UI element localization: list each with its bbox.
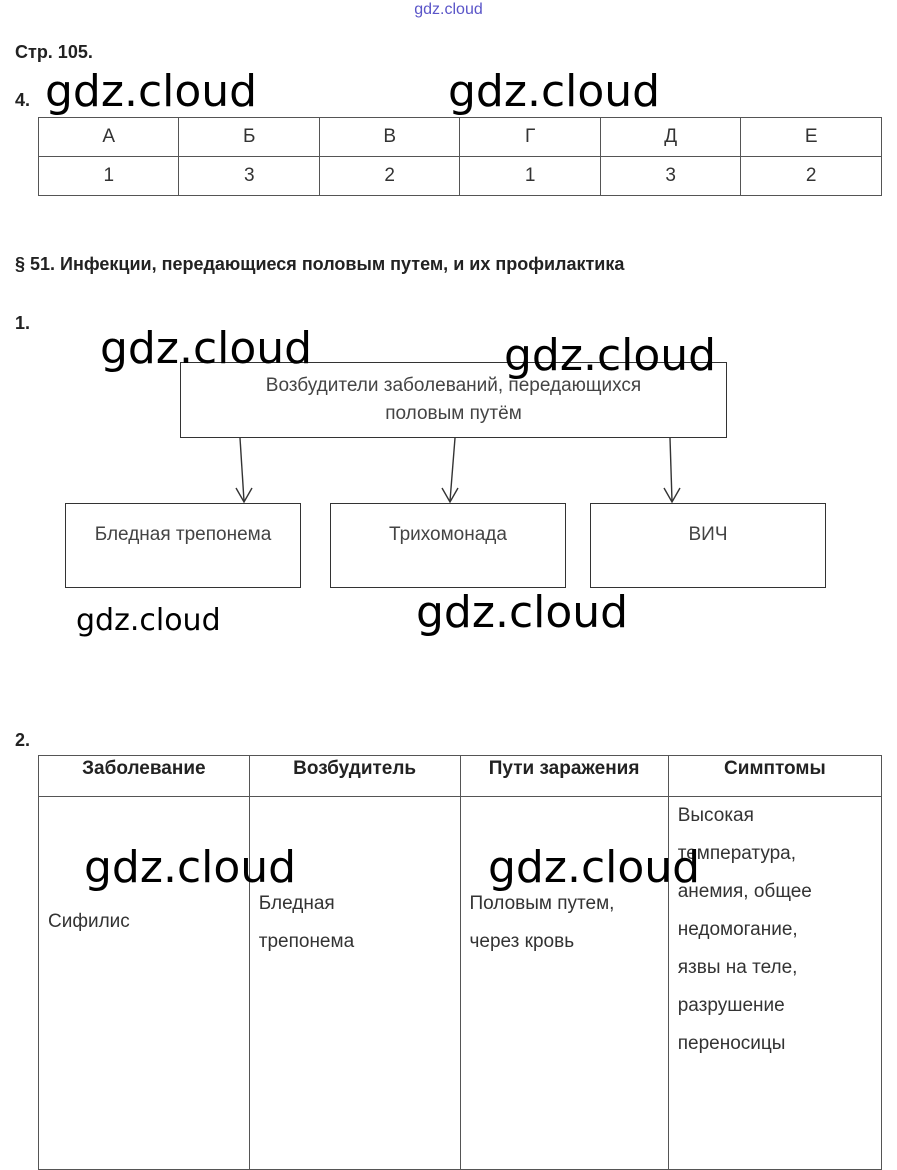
diagram-child-box: Трихомонада xyxy=(330,503,566,588)
table-header: Возбудитель xyxy=(249,756,460,797)
watermark: gdz.cloud xyxy=(416,587,629,638)
cell-line: переносицы xyxy=(677,1033,786,1054)
table-header: Симптомы xyxy=(668,756,881,797)
watermark: gdz.cloud xyxy=(448,66,661,117)
task2-table xyxy=(38,755,882,1170)
watermark: gdz.cloud xyxy=(45,66,258,117)
table-cell: 3 xyxy=(179,157,319,196)
cell-line: Бледная xyxy=(258,893,335,914)
table-cell: А xyxy=(39,118,179,157)
watermark: gdz.cloud xyxy=(76,603,221,638)
diagram-root-line1: Возбудители заболеваний, передающихся xyxy=(265,375,642,396)
watermark: gdz.cloud xyxy=(504,330,717,381)
table-header: Заболевание xyxy=(39,756,250,797)
table-cell: 2 xyxy=(319,157,459,196)
cell-line: язвы на теле, xyxy=(677,957,798,978)
diagram-child-box: ВИЧ xyxy=(590,503,826,588)
cell-line: Высокая xyxy=(677,805,754,826)
watermark: gdz.cloud xyxy=(84,842,297,893)
cell-line: Сифилис xyxy=(48,911,130,932)
table-cell: 2 xyxy=(741,157,882,196)
page-label: Стр. 105. xyxy=(15,42,93,62)
task2-number: 2. xyxy=(15,730,31,750)
task1-number: 1. xyxy=(15,313,31,333)
table-cell: 1 xyxy=(39,157,179,196)
cell-line: анемия, общее xyxy=(677,881,812,902)
cell-line: трепонема xyxy=(258,931,355,952)
section-title: § 51. Инфекции, передающиеся половым путем, и их профилактика xyxy=(15,254,625,274)
table-cell: 3 xyxy=(600,157,740,196)
table-cell: Г xyxy=(460,118,600,157)
watermark: gdz.cloud xyxy=(100,323,313,374)
table-row xyxy=(39,756,882,797)
table-cell: Б xyxy=(179,118,319,157)
table-cell: 1 xyxy=(460,157,600,196)
cell-line: разрушение xyxy=(677,995,785,1016)
cell-line: Половым путем, xyxy=(469,893,615,914)
cell-line: температура, xyxy=(677,843,797,864)
table-cell: В xyxy=(319,118,459,157)
watermark: gdz.cloud xyxy=(488,842,701,893)
arrow-line xyxy=(240,438,244,501)
table-header: Пути заражения xyxy=(460,756,668,797)
arrow-line xyxy=(450,438,455,501)
table-cell: Д xyxy=(600,118,740,157)
cell-line: недомогание, xyxy=(677,919,798,940)
diagram-root-line2: половым путём xyxy=(385,403,522,424)
arrow-line xyxy=(670,438,672,501)
diagram-child-box: Бледная трепонема xyxy=(65,503,301,588)
cell-line: через кровь xyxy=(469,931,575,952)
table-cell: Е xyxy=(741,118,882,157)
task4-number: 4. xyxy=(15,90,31,110)
table-cell xyxy=(668,797,881,1170)
watermark-top: gdz.cloud xyxy=(414,1,483,18)
